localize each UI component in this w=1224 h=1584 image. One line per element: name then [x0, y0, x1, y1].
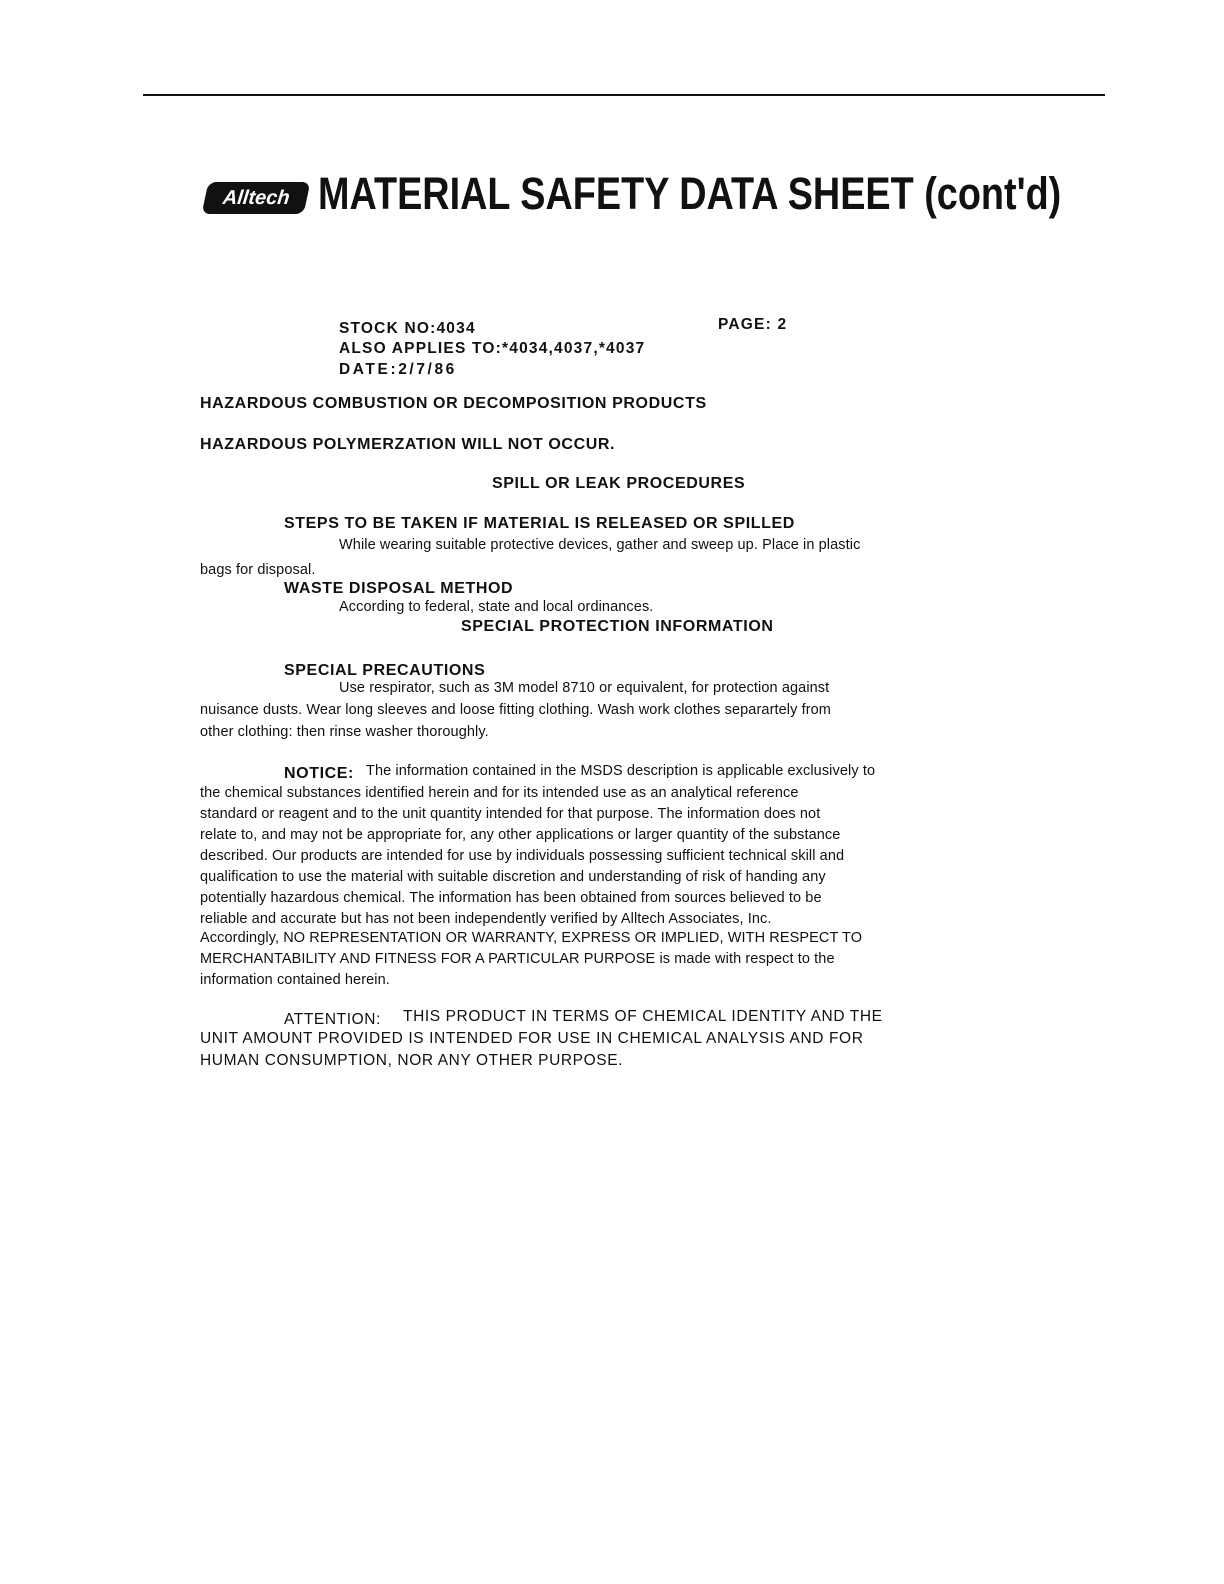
- also-applies: ALSO APPLIES TO:*4034,4037,*4037: [339, 340, 646, 357]
- top-rule: [143, 94, 1105, 96]
- spill-heading: SPILL OR LEAK PROCEDURES: [492, 475, 746, 492]
- polymerization-statement: HAZARDOUS POLYMERZATION WILL NOT OCCUR.: [200, 436, 616, 453]
- waste-heading: WASTE DISPOSAL METHOD: [284, 580, 514, 597]
- notice-line: described. Our products are intended for use by individuals possessing sufficient technical skill and: [200, 848, 845, 864]
- attention-line: HUMAN CONSUMPTION, NOR ANY OTHER PURPOSE.: [200, 1052, 624, 1069]
- notice-line: relate to, and may not be appropriate for, any other applications or larger quantity of the substance: [200, 827, 841, 843]
- steps-line-1: While wearing suitable protective devices, gather and sweep up. Place in plastic: [339, 537, 861, 553]
- precautions-line-1: Use respirator, such as 3M model 8710 or equivalent, for protection against: [339, 680, 830, 696]
- attention-line: UNIT AMOUNT PROVIDED IS INTENDED FOR USE IN CHEMICAL ANALYSIS AND FOR: [200, 1030, 864, 1047]
- notice-line: information contained herein.: [200, 972, 390, 988]
- alltech-logo: [202, 182, 311, 214]
- notice-line: Accordingly, NO REPRESENTATION OR WARRANTY, EXPRESS OR IMPLIED, WITH RESPECT TO: [200, 930, 863, 946]
- notice-line: reliable and accurate but has not been independently verified by Alltech Associates, Inc.: [200, 911, 772, 927]
- page-number: PAGE: 2: [718, 316, 788, 333]
- stock-number: STOCK NO:4034: [339, 320, 476, 337]
- steps-heading: STEPS TO BE TAKEN IF MATERIAL IS RELEASED OR SPILLED: [284, 515, 795, 532]
- notice-label: NOTICE:: [284, 765, 354, 782]
- precautions-heading: SPECIAL PRECAUTIONS: [284, 662, 486, 679]
- protection-heading: SPECIAL PROTECTION INFORMATION: [461, 618, 774, 635]
- notice-line: potentially hazardous chemical. The information has been obtained from sources believed to be: [200, 890, 822, 906]
- document-title: MATERIAL SAFETY DATA SHEET (cont'd): [318, 168, 1062, 219]
- precautions-line-2: nuisance dusts. Wear long sleeves and loose fitting clothing. Wash work clothes separartely from: [200, 702, 831, 718]
- precautions-line-3: other clothing: then rinse washer thoroughly.: [200, 724, 489, 740]
- notice-line: qualification to use the material with suitable discretion and understanding of risk of handing any: [200, 869, 826, 885]
- notice-line: MERCHANTABILITY AND FITNESS FOR A PARTICULAR PURPOSE is made with respect to the: [200, 951, 835, 967]
- notice-line: standard or reagent and to the unit quantity intended for that purpose. The information does not: [200, 806, 821, 822]
- notice-line: the chemical substances identified herein and for its intended use as an analytical reference: [200, 785, 799, 801]
- steps-line-2: bags for disposal.: [200, 562, 316, 578]
- logo-text: Alltech: [221, 186, 291, 209]
- attention-first-line: THIS PRODUCT IN TERMS OF CHEMICAL IDENTITY AND THE: [403, 1008, 883, 1025]
- document-date: DATE:2/7/86: [339, 361, 457, 378]
- attention-label: ATTENTION:: [284, 1011, 381, 1028]
- combustion-heading: HAZARDOUS COMBUSTION OR DECOMPOSITION PRODUCTS: [200, 395, 707, 412]
- notice-first-line: The information contained in the MSDS description is applicable exclusively to: [366, 763, 876, 779]
- waste-text: According to federal, state and local ordinances.: [339, 599, 654, 615]
